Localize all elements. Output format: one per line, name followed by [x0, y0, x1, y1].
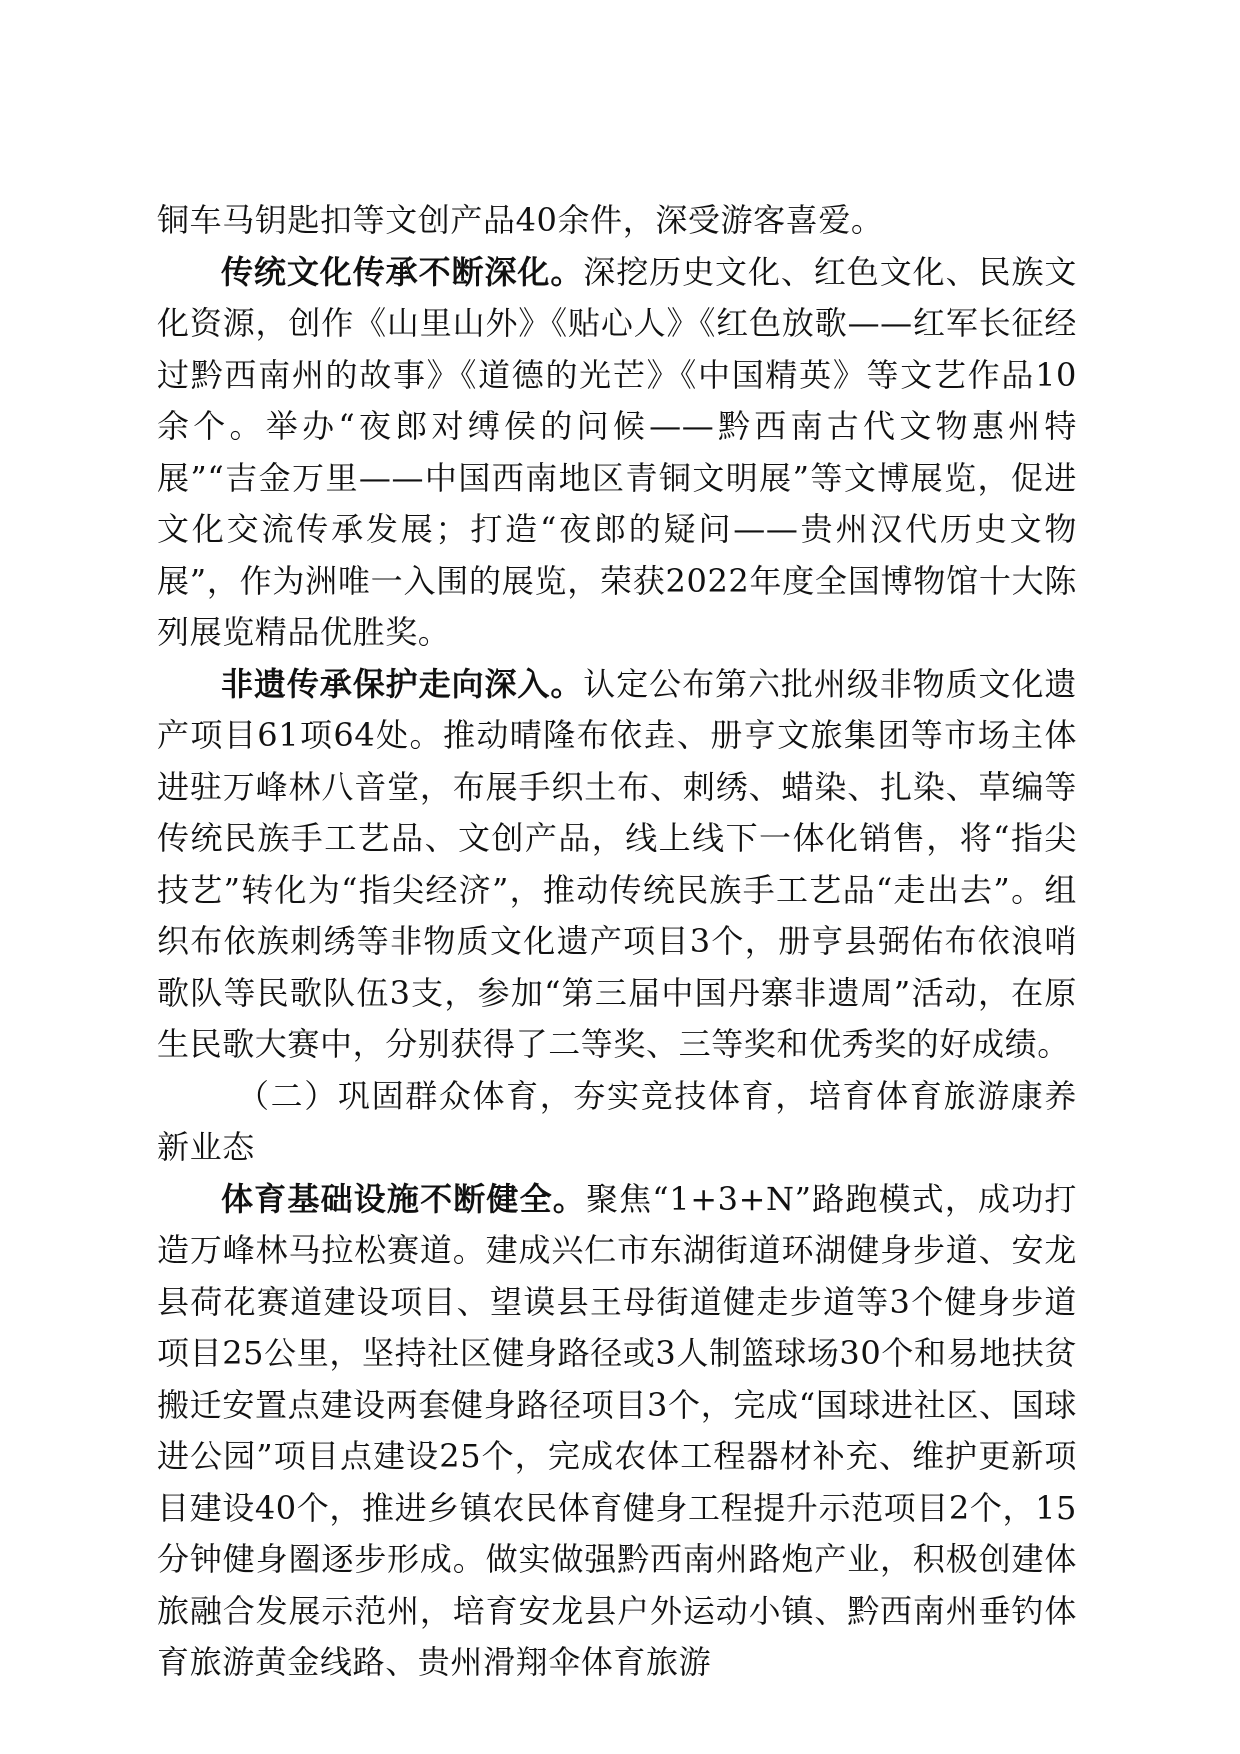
paragraph-lead: 非遗传承保护走向深入。 — [221, 664, 584, 703]
paragraph-lead: 体育基础设施不断健全。 — [221, 1179, 586, 1218]
paragraph-intangible-heritage — [157, 659, 1077, 1071]
document-page — [157, 195, 1077, 1689]
paragraph-text: 聚焦“1+3+N”路跑模式，成功打造万峰林马拉松赛道。建成兴仁市东湖街道环湖健身步道、安龙县荷花赛道建设项目、望谟县王母街道健走步道等3个健身步道项目25公里，坚持社区健身路径或3人制篮球场30个和易地扶贫搬迁安置点建设两套健身路径项目3个，完成“国球进社区、国球进公园”项目点建设25个，完成农体工程器材补充、维护更新项目建设40个，推进乡镇农民体育健身工程提升示范项目2个，15分钟健身圈逐步形成。做实做强黔西南州路炮产业，积极创建体旅融合发展示范州，培育安龙县户外运动小镇、黔西南州垂钓体育旅游黄金线路、贵州滑翔伞体育旅游 — [157, 1179, 1077, 1681]
section-heading — [157, 1071, 1077, 1174]
paragraph-continuation — [157, 195, 1077, 247]
paragraph-traditional-culture — [157, 247, 1077, 659]
paragraph-sports-infrastructure — [157, 1174, 1077, 1689]
paragraph-text: 认定公布第六批州级非物质文化遗产项目61项64处。推动晴隆布依垚、册亨文旅集团等市场主体进驻万峰林八音堂，布展手织土布、刺绣、蜡染、扎染、草编等传统民族手工艺品、文创产品，线上线下一体化销售，将“指尖技艺”转化为“指尖经济”，推动传统民族手工艺品“走出去”。组织布依族刺绣等非物质文化遗产项目3个，册亨县弼佑布依浪哨歌队等民歌队伍3支，参加“第三届中国丹寨非遗周”活动，在原生民歌大赛中，分别获得了二等奖、三等奖和优秀奖的好成绩。 — [157, 664, 1077, 1063]
paragraph-text: 深挖历史文化、红色文化、民族文化资源，创作《山里山外》《贴心人》《红色放歌——红军长征经过黔西南州的故事》《道德的光芒》《中国精英》等文艺作品10余个。举办“夜郎对缚侯的问候——黔西南古代文物惠州特展”“吉金万里——中国西南地区青铜文明展”等文博展览，促进文化交流传承发展；打造“夜郎的疑问——贵州汉代历史文物展”，作为洲唯一入围的展览，荣获2022年度全国博物馆十大陈列展览精品优胜奖。 — [157, 252, 1077, 651]
section-heading-text: （二）巩固群众体育，夯实竞技体育，培育体育旅游康养新业态 — [157, 1076, 1077, 1166]
paragraph-text: 铜车马钥匙扣等文创产品40余件，深受游客喜爱。 — [157, 201, 884, 239]
paragraph-lead: 传统文化传承不断深化。 — [221, 252, 584, 291]
